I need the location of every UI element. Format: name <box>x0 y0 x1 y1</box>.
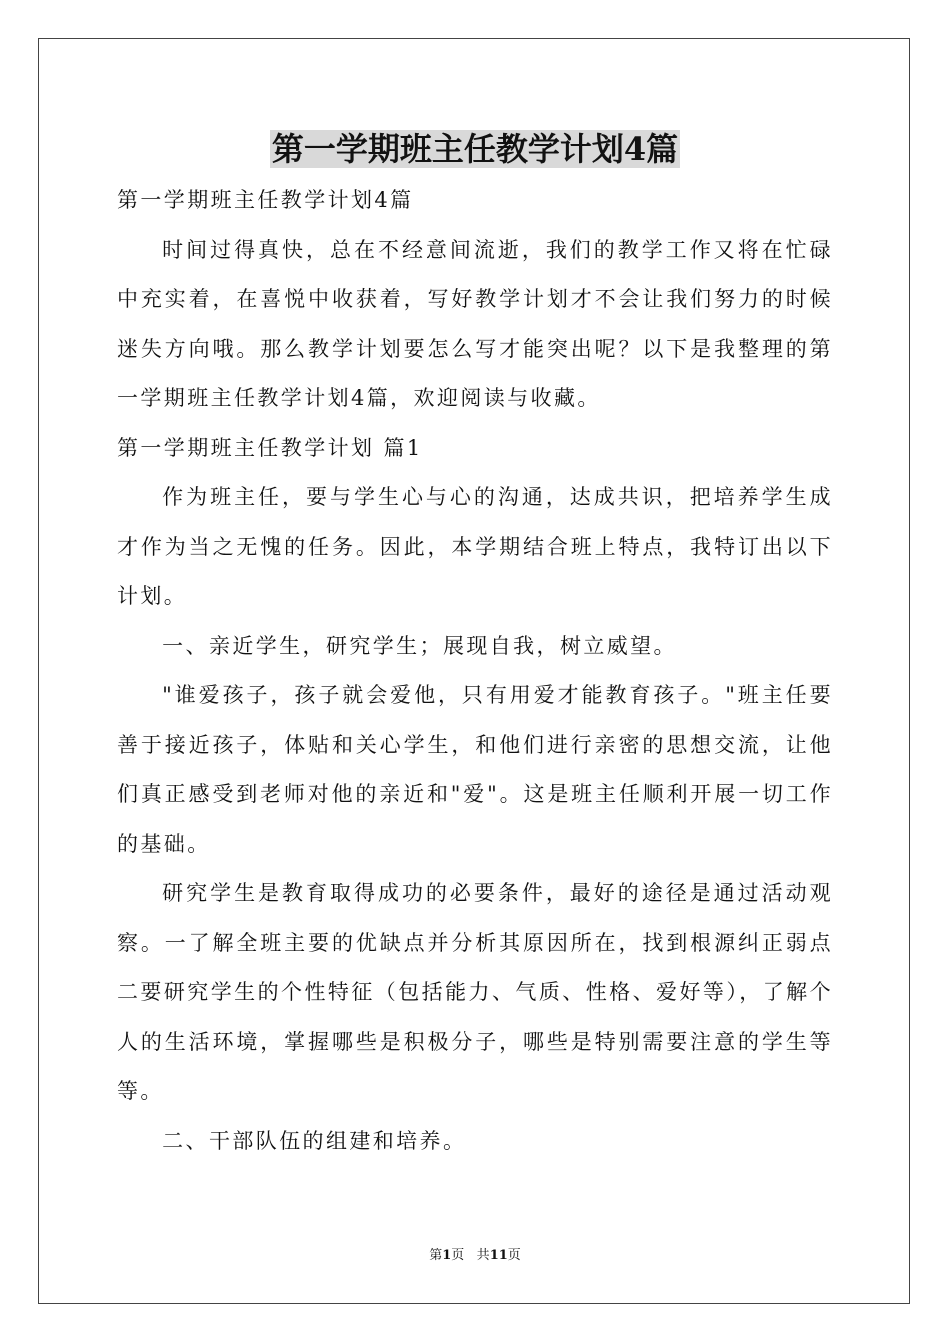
paragraph-2: 时间过得真快，总在不经意间流逝，我们的教学工作又将在忙碌中充实着，在喜悦中收获着，写好教学计划才不会让我们努力的时候迷失方向哦。那么教学计划要怎么写才能突出呢？以下是我整理的第一学期班主任教学计划4篇，欢迎阅读与收藏。 <box>117 237 833 410</box>
paragraph-4: 作为班主任，要与学生心与心的沟通，达成共识，把培养学生成才作为当之无愧的任务。因此，本学期结合班上特点，我特订出以下计划。 <box>117 485 833 608</box>
paragraph-1: 第一学期班主任教学计划4篇 <box>117 188 414 212</box>
footer-page-word: 页 <box>451 1248 465 1263</box>
footer-prefix: 第 <box>429 1248 443 1263</box>
paragraph-8: 二、干部队伍的组建和培养。 <box>162 1128 467 1153</box>
footer-current-page: 1 <box>442 1248 452 1263</box>
document-title <box>0 126 950 172</box>
paragraph-7: 研究学生是教育取得成功的必要条件，最好的途径是通过活动观察。一了解全班主要的优缺点并分析其原因所在，找到根源纠正弱点二要研究学生的个性特征（包括能力、气质、性格、爱好等），了解个人的生活环境，掌握哪些是积极分子，哪些是特别需要注意的学生等等。 <box>117 881 833 1103</box>
footer-total-pages: 11 <box>489 1248 508 1263</box>
footer-total-prefix: 共 <box>476 1248 490 1263</box>
footer-total-suffix: 页 <box>507 1248 521 1263</box>
page-footer <box>0 1247 950 1265</box>
paragraph-6: "谁爱孩子，孩子就会爱他，只有用爱才能教育孩子。"班主任要善于接近孩子，体贴和关心学生，和他们进行亲密的思想交流，让他们真正感受到老师对他的亲近和"爱"。这是班主任顺利开展一切工作的基础。 <box>117 683 833 856</box>
document-body <box>117 176 833 1166</box>
paragraph-5: 一、亲近学生，研究学生；展现自我，树立威望。 <box>162 633 677 658</box>
paragraph-3: 第一学期班主任教学计划 篇1 <box>117 435 423 460</box>
document-title-text: 第一学期班主任教学计划4篇 <box>271 130 679 168</box>
